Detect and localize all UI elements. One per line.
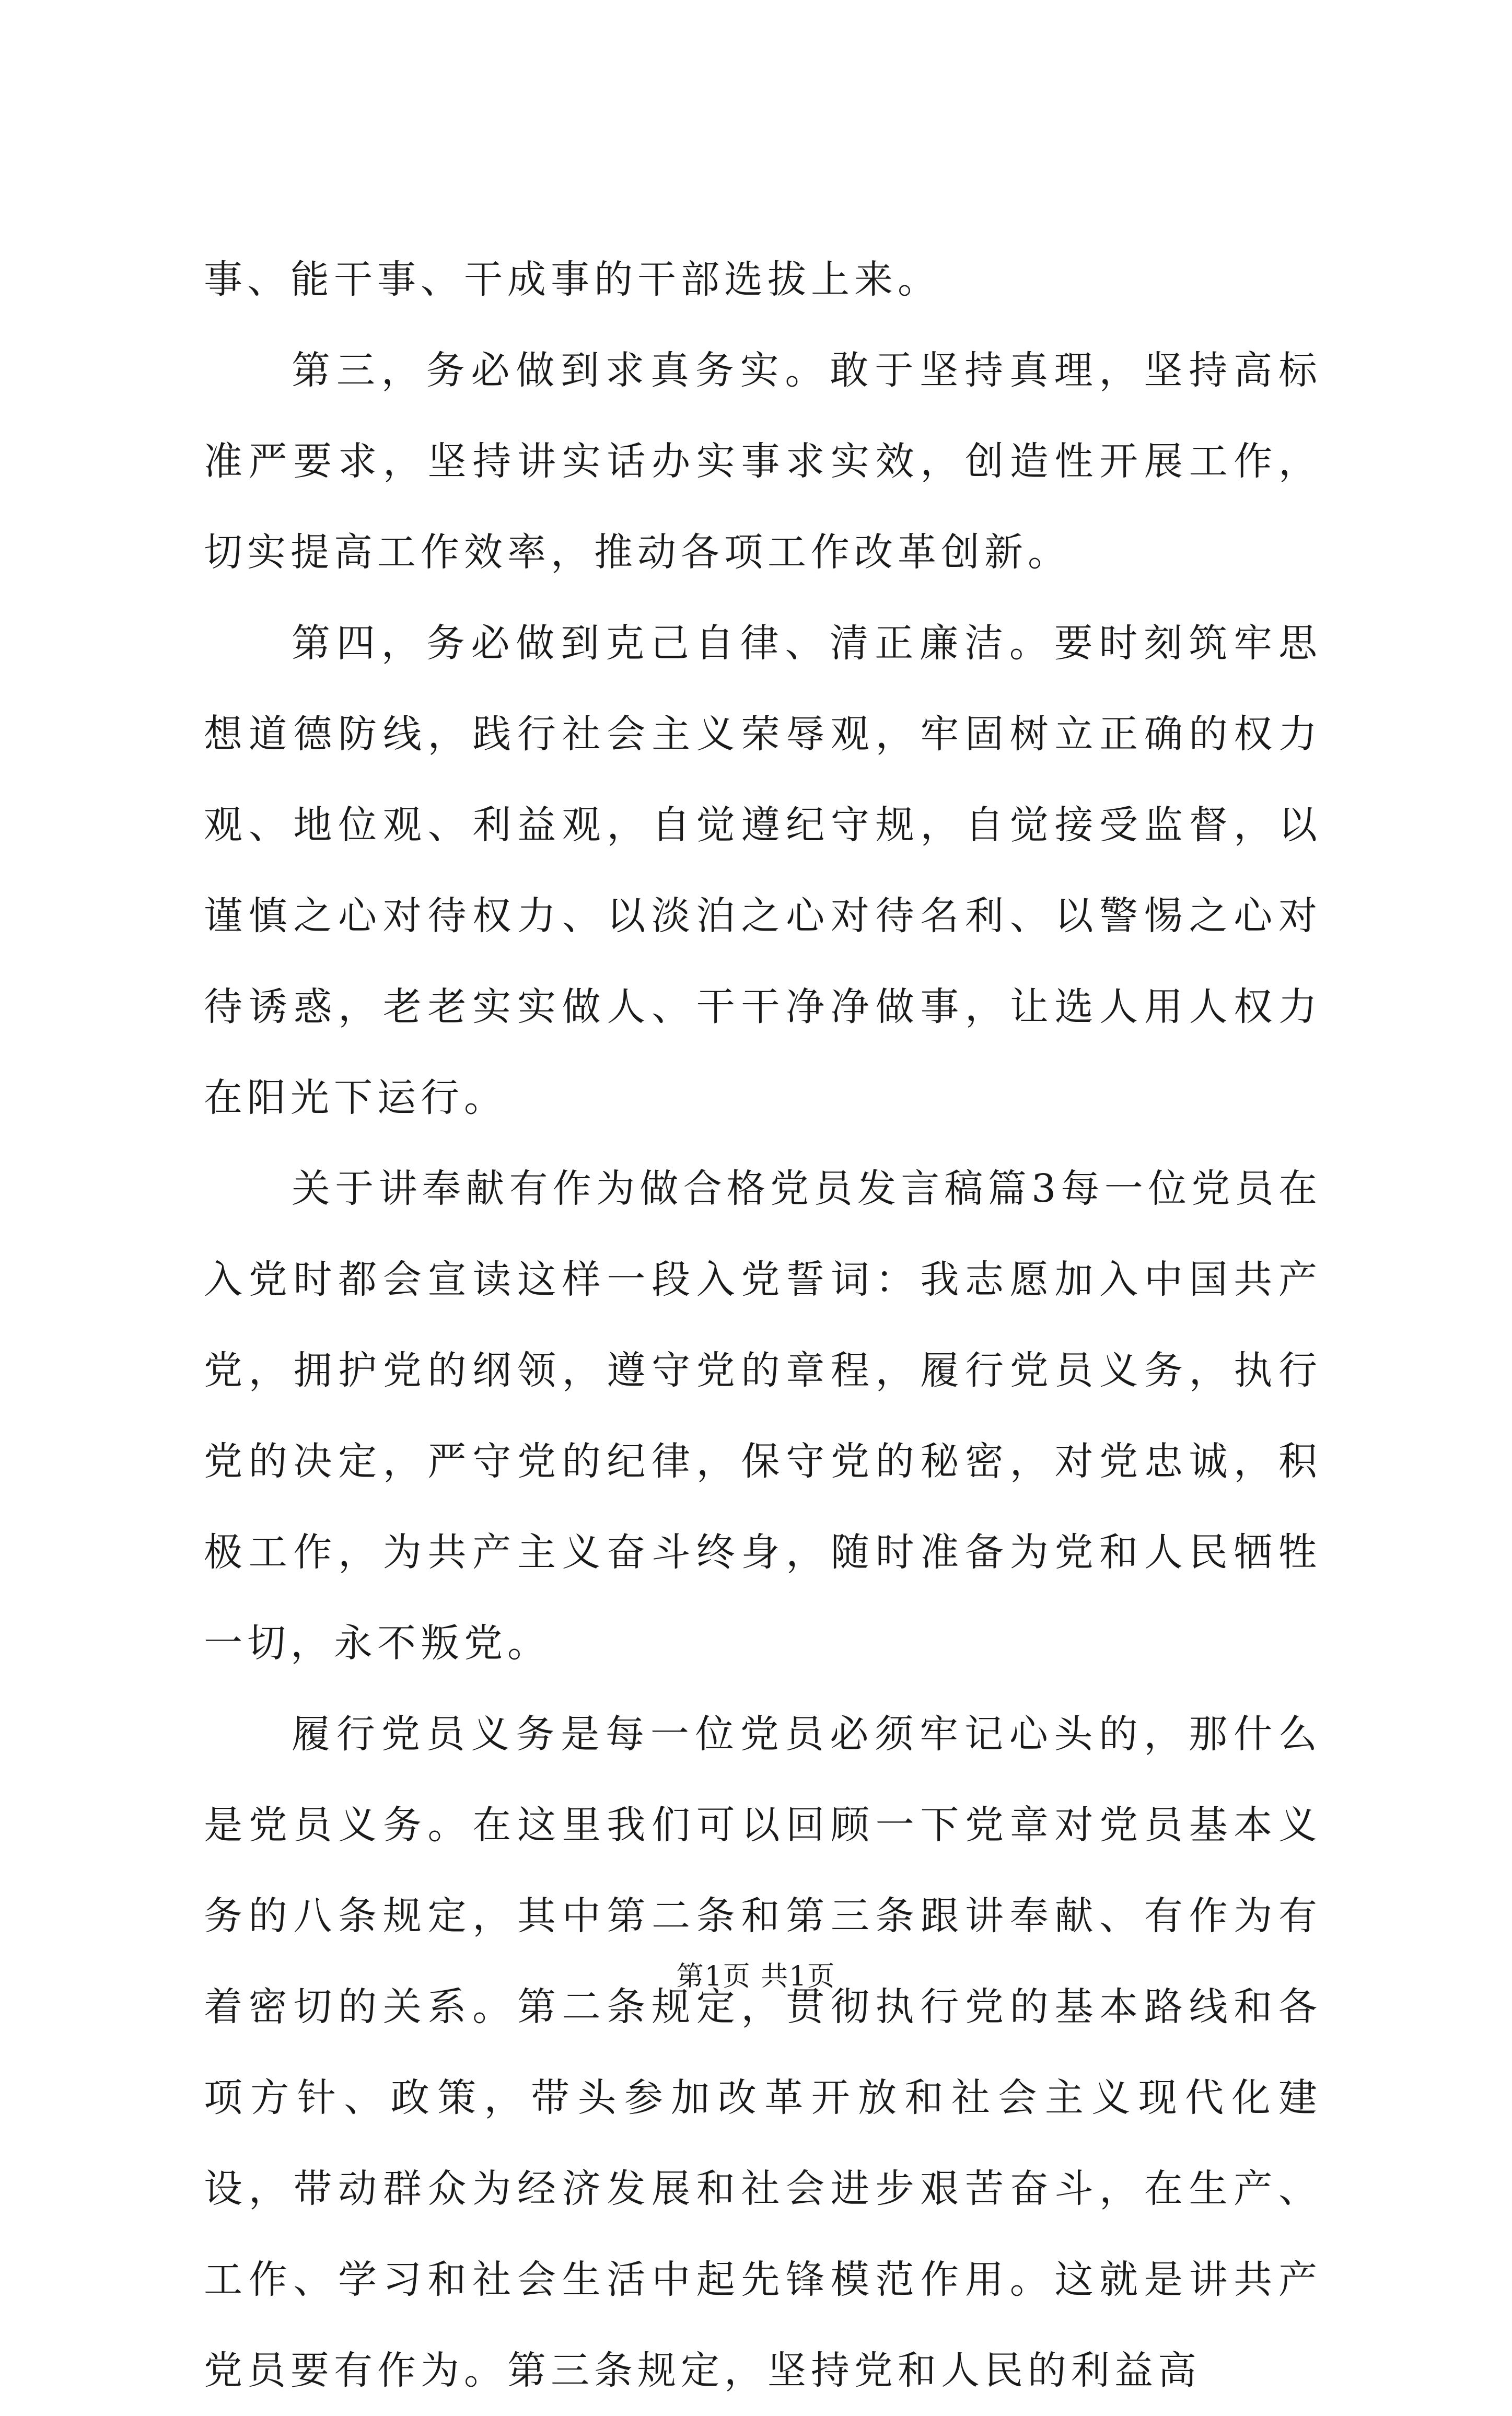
paragraph-third-point: 第三，务必做到求真务实。敢于坚持真理，坚持高标准严要求，坚持讲实话办实事求实效，创造性开展工作，切实提高工作效率，推动各项工作改革创新。 <box>204 348 1322 575</box>
document-body <box>204 234 1322 2416</box>
paragraph-continuation: 事、能干事、干成事的干部选拔上来。 <box>204 257 941 302</box>
paragraph-article-3-intro: 关于讲奉献有作为做合格党员发言稿篇3每一位党员在入党时都会宣读这样一段入党誓词：我志愿加入中国共产党，拥护党的纲领，遵守党的章程，履行党员义务，执行党的决定，严守党的纪律，保守党的秘密，对党忠诚，积极工作，为共产主义奋斗终身，随时准备为党和人民牺牲一切，永不叛党。 <box>204 1166 1322 1666</box>
paragraph-fourth-point: 第四，务必做到克己自律、清正廉洁。要时刻筑牢思想道德防线，践行社会主义荣辱观，牢固树立正确的权力观、地位观、利益观，自觉遵纪守规，自觉接受监督，以谨慎之心对待权力、以淡泊之心对待名利、以警惕之心对待诱惑，老老实实做人、干干净净做事，让选人用人权力在阳光下运行。 <box>204 621 1322 1120</box>
paragraph-member-duties: 履行党员义务是每一位党员必须牢记心头的，那什么是党员义务。在这里我们可以回顾一下党章对党员基本义务的八条规定，其中第二条和第三条跟讲奉献、有作为有着密切的关系。第二条规定，贯彻执行党的基本路线和各项方针、政策，带头参加改革开放和社会主义现代化建设，带动群众为经济发展和社会进步艰苦奋斗，在生产、工作、学习和社会生活中起先锋模范作用。这就是讲共产党员要有作为。第三条规定，坚持党和人民的利益高 <box>204 1712 1322 2393</box>
page-footer: 第1页 共1页 <box>676 1961 836 1992</box>
